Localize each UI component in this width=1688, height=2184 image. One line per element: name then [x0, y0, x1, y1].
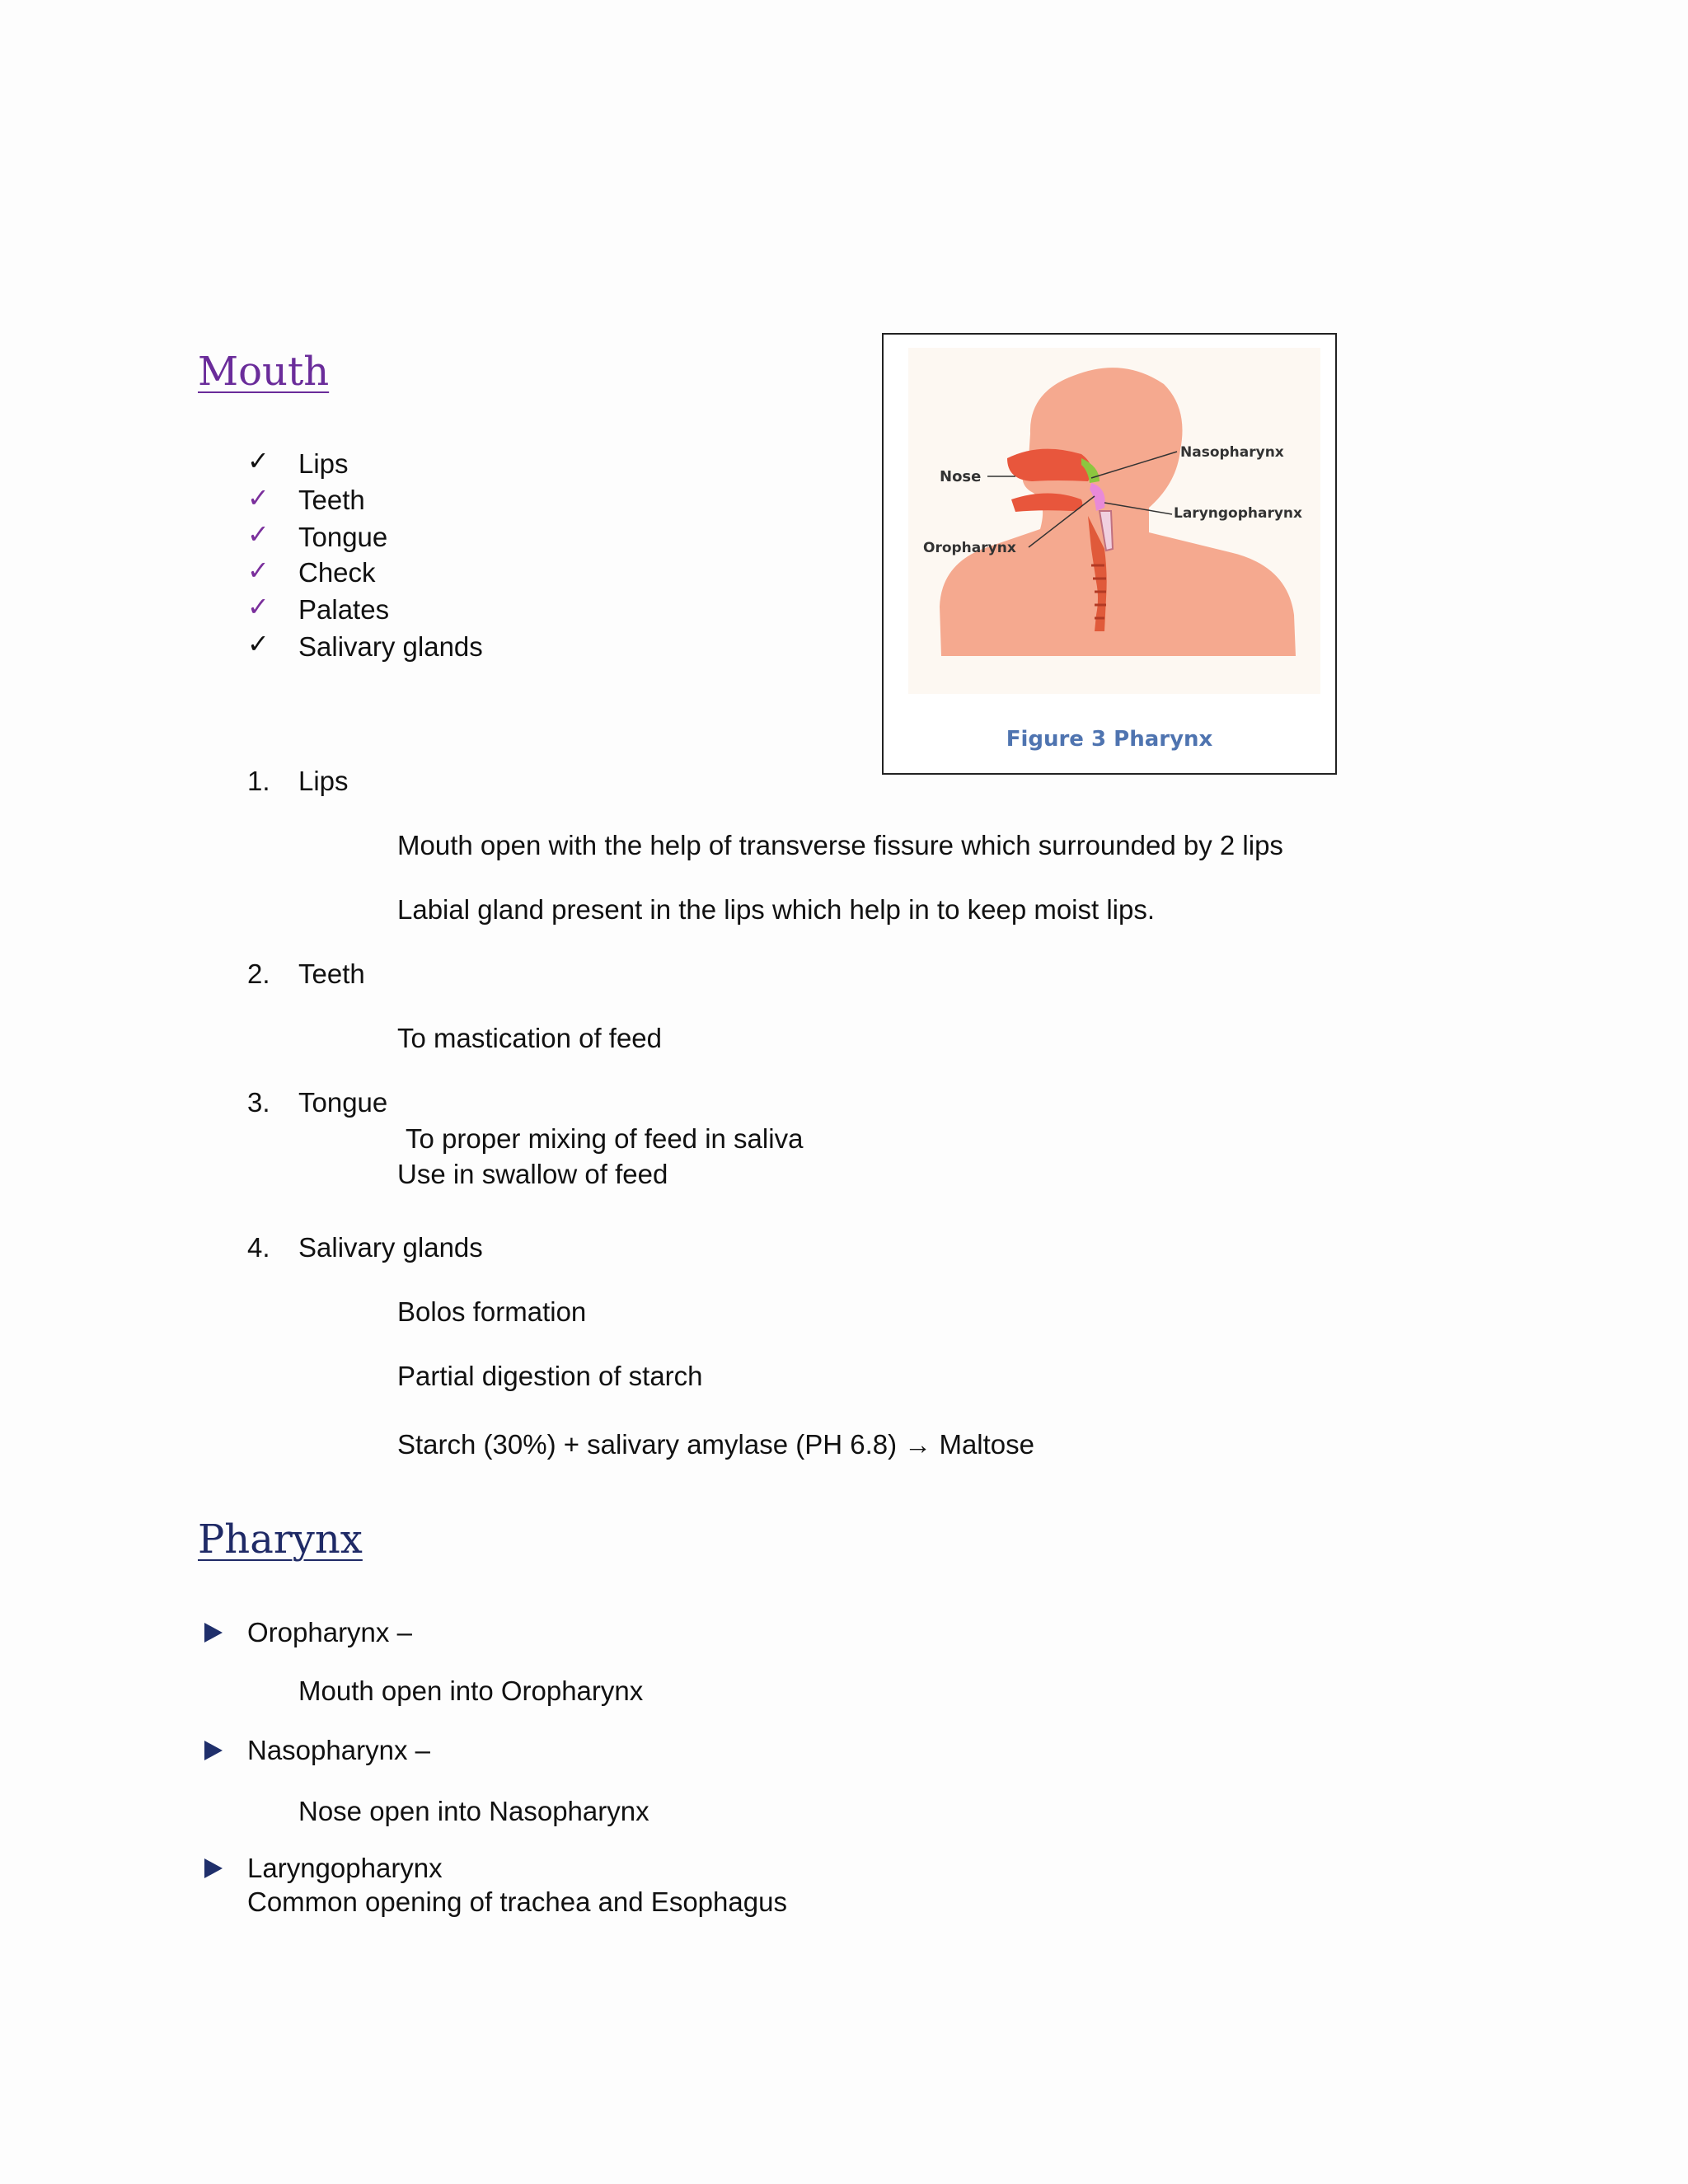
bullet-arrow-icon [204, 1741, 223, 1760]
checklist-item: Check [298, 557, 376, 588]
item-number: 2. [247, 958, 270, 989]
figure-caption: Figure 3 Pharynx [1006, 727, 1213, 752]
item-title: Lips [298, 766, 349, 796]
checklist-item: Lips [298, 448, 349, 479]
mouth-heading: Mouth [198, 349, 330, 395]
checklist-item: Salivary glands [298, 631, 483, 662]
bullet-desc: Mouth open into Oropharynx [298, 1675, 644, 1706]
nose-label: Nose [940, 468, 982, 485]
item-number: 4. [247, 1232, 270, 1263]
check-icon: ✓ [247, 483, 270, 513]
check-icon: ✓ [247, 629, 270, 658]
bullet-arrow-icon [204, 1623, 223, 1643]
oropharynx-label: Oropharynx [923, 540, 1016, 556]
pharynx-figure [882, 333, 1337, 775]
checklist-item: Tongue [298, 522, 388, 552]
item-line: Partial digestion of starch [397, 1361, 703, 1391]
pharynx-heading: Pharynx [198, 1516, 363, 1563]
bullet-arrow-icon [204, 1858, 223, 1878]
item-line: Starch (30%) + salivary amylase (PH 6.8) → Maltose [397, 1429, 1035, 1460]
item-title: Teeth [298, 958, 365, 989]
checklist-item: Teeth [298, 485, 365, 515]
item-title: Salivary glands [298, 1232, 483, 1263]
item-number: 3. [247, 1087, 270, 1118]
pharynx-diagram [884, 335, 1335, 697]
item-line: To proper mixing of feed in saliva [406, 1123, 804, 1154]
bullet-title: Nasopharynx – [247, 1735, 430, 1765]
check-icon: ✓ [247, 446, 270, 476]
laryngopharynx-label: Laryngopharynx [1174, 505, 1302, 522]
nasopharynx-label: Nasopharynx [1180, 444, 1284, 461]
bullet-title: Laryngopharynx [247, 1853, 443, 1883]
item-number: 1. [247, 766, 270, 796]
bullet-desc: Common opening of trachea and Esophagus [247, 1886, 787, 1917]
check-icon: ✓ [247, 592, 270, 621]
check-icon: ✓ [247, 519, 270, 549]
item-line: To mastication of feed [397, 1023, 663, 1053]
check-icon: ✓ [247, 555, 270, 585]
item-line: Bolos formation [397, 1296, 587, 1327]
bullet-desc: Nose open into Nasopharynx [298, 1796, 649, 1826]
bullet-title: Oropharynx – [247, 1617, 412, 1647]
item-line: Labial gland present in the lips which help in to keep moist lips. [397, 894, 1156, 925]
checklist-item: Palates [298, 594, 390, 625]
item-line: Mouth open with the help of transverse fissure which surrounded by 2 lips [397, 830, 1283, 860]
item-title: Tongue [298, 1087, 388, 1118]
item-line: Use in swallow of feed [397, 1159, 668, 1189]
